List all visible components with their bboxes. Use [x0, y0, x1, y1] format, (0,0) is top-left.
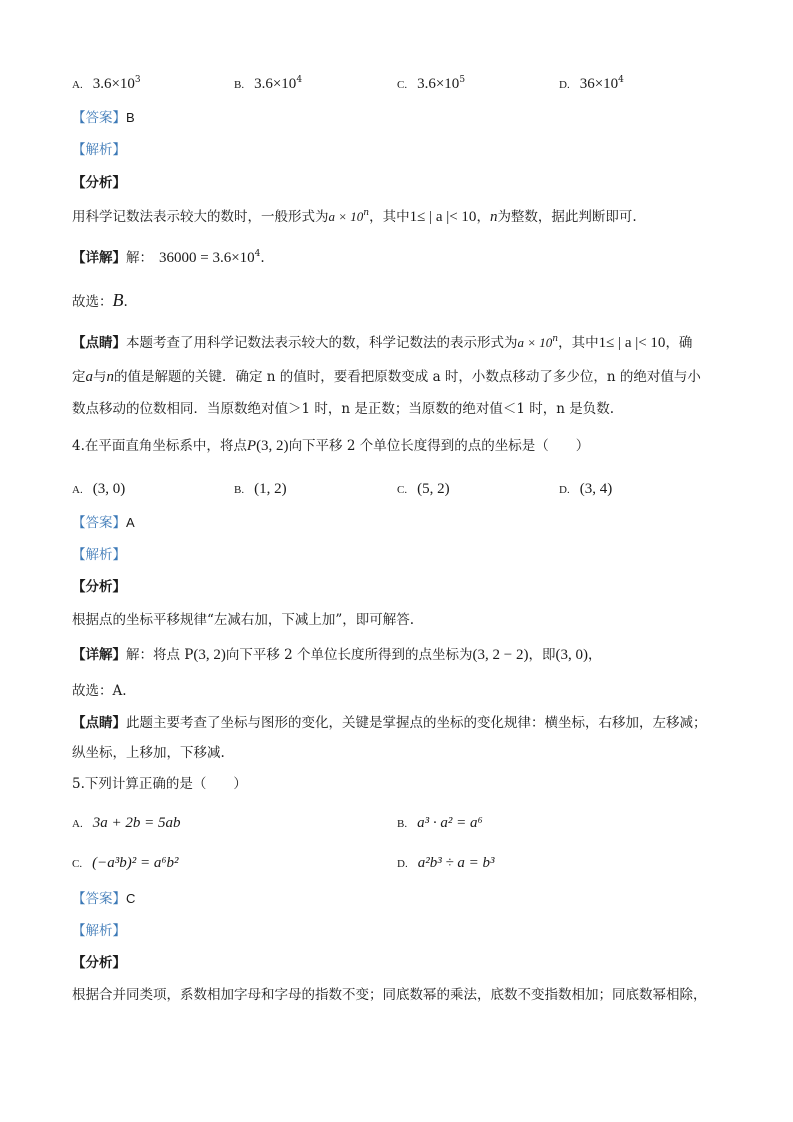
q3-option-a[interactable] [72, 75, 141, 94]
q3-comment-line-3: 数点移动的位数相同．当原数绝对值＞1 时，n 是正数；当原数的绝对值＜1 时，n 是负数. [72, 401, 615, 417]
q5-option-a[interactable] [72, 814, 180, 833]
text-run: 本题考查了用科学记数法表示较大的数，科学记数法的表示形式为 [126, 335, 518, 351]
q4-comment-line-2: 纵坐标，上移加，下移减. [72, 745, 225, 761]
q3-option-c[interactable] [397, 75, 465, 94]
q4-option-c[interactable] [397, 480, 450, 499]
option-letter: A. [72, 484, 83, 496]
math-expression: a × 10 [517, 335, 553, 350]
option-letter: B. [234, 484, 245, 496]
option-text: 3.6×10 [92, 76, 135, 92]
text-run: 的值是解题的关键．确定 n 的值时，要看把原数变成 a 时，小数点移动了多少位，n 的绝对值与小 [114, 369, 701, 385]
math-expression: 1≤ | a |< 10 [409, 209, 477, 225]
q3-detail [72, 249, 265, 267]
text-run: . [260, 250, 265, 266]
option-letter: D. [397, 858, 408, 870]
q4-detail [72, 646, 602, 664]
option-exponent: 4 [618, 75, 624, 85]
text-run: ， [476, 209, 490, 225]
q4-answer [72, 514, 135, 532]
option-letter: B. [397, 818, 408, 830]
text-run: 向下平移 2 个单位长度所得到的点坐标为 [225, 647, 473, 663]
q3-comment-line-2 [72, 368, 701, 386]
answer-tag: 【答案】 [72, 891, 126, 907]
q3-choose [72, 291, 128, 311]
math-variable: P [246, 438, 257, 454]
text-run: 与 [93, 369, 107, 385]
text-run: 故选： [72, 294, 113, 310]
answer-value: C [126, 891, 136, 906]
q3-analysis-tag: 【解析】 [72, 142, 126, 158]
option-letter: D. [559, 79, 570, 91]
math-expression: (3, 0) [555, 647, 588, 663]
q5-option-d[interactable] [397, 854, 495, 873]
math-exponent: 4 [254, 249, 261, 259]
text-run: 此题主要考查了坐标与图形的变化，关键是掌握点的坐标的变化规律：横坐标，右移加，左移减； [126, 715, 707, 731]
text-run: 用科学记数法表示较大的数时，一般形式为 [72, 209, 329, 225]
q4-choose: 故选：A. [72, 683, 127, 699]
option-letter: C. [397, 79, 408, 91]
option-exponent: 5 [459, 75, 466, 85]
math-expression: 1≤ | a |< 10 [598, 335, 666, 351]
q3-comment-line-1 [72, 334, 692, 352]
math-exponent: n [552, 334, 559, 344]
answer-value: A [126, 515, 135, 530]
comment-tag: 【点睛】 [72, 335, 126, 351]
option-text: a²b³ ÷ a = b³ [417, 855, 495, 871]
option-exponent: 3 [134, 75, 141, 85]
text-run: ， [588, 647, 602, 663]
q5-analysis-tag: 【解析】 [72, 923, 126, 939]
option-letter: D. [559, 484, 570, 496]
text-run: 4.在平面直角坐标系中，将点 [72, 438, 247, 454]
text-run: ，确 [665, 335, 693, 351]
option-text: (5, 2) [417, 481, 450, 497]
q3-fenxi-tag: 【分析】 [72, 175, 126, 191]
text-run: 为整数，据此判断即可. [497, 209, 637, 225]
q5-option-c[interactable] [72, 854, 179, 873]
option-text: 3.6×10 [254, 76, 297, 92]
q4-option-a[interactable] [72, 480, 125, 499]
q4-analysis-tag: 【解析】 [72, 547, 126, 563]
math-expression: (3, 2) [256, 438, 289, 454]
option-text: (1, 2) [254, 481, 287, 497]
math-variable: a [85, 369, 93, 385]
q4-comment-line-1 [72, 714, 707, 732]
option-letter: B. [234, 79, 245, 91]
q5-fenxi-tag: 【分析】 [72, 955, 126, 971]
text-run: 解： [126, 250, 153, 266]
option-text: 3a + 2b = 5ab [92, 815, 181, 831]
text-run: ，其中 [369, 209, 410, 225]
option-letter: C. [72, 858, 83, 870]
math-variable: n [489, 209, 498, 225]
text-run: 解：将点 P [126, 647, 194, 663]
q5-option-b[interactable] [397, 814, 483, 833]
q5-stem: 5.下列计算正确的是（ ） [72, 776, 247, 792]
detail-tag: 【详解】 [72, 250, 126, 266]
q3-option-d[interactable] [559, 75, 624, 94]
q4-fenxi-tag: 【分析】 [72, 579, 126, 595]
option-letter: A. [72, 818, 83, 830]
text-run: 向下平移 2 个单位长度得到的点的坐标是（ ） [288, 438, 590, 454]
text-run: 定 [72, 369, 86, 385]
comment-tag: 【点睛】 [72, 715, 126, 731]
text-run: ，其中 [558, 335, 599, 351]
math-expression: a × 10 [328, 209, 364, 224]
math-variable: B [112, 290, 124, 310]
q3-option-b[interactable] [234, 75, 302, 94]
option-letter: C. [397, 484, 408, 496]
option-letter: A. [72, 79, 83, 91]
option-text: 36×10 [579, 76, 619, 92]
option-text: a³ · a² = a⁶ [417, 815, 483, 831]
q4-stem [72, 437, 589, 455]
text-run: . [123, 294, 128, 310]
detail-tag: 【详解】 [72, 647, 126, 663]
q3-answer [72, 109, 135, 127]
math-variable: n [106, 369, 114, 385]
option-exponent: 4 [296, 75, 303, 85]
option-text: (−a³b)² = a⁶b² [92, 855, 179, 871]
math-expression: 36000 = 3.6×10 [159, 250, 255, 266]
math-expression: (3, 2) [193, 647, 226, 663]
option-text: 3.6×10 [417, 76, 460, 92]
q5-answer [72, 890, 135, 908]
option-text: (3, 4) [579, 481, 613, 497]
q3-fenxi-text [72, 208, 637, 226]
q4-fenxi-text: 根据点的坐标平移规律“左减右加，下减上加”，即可解答. [72, 612, 415, 628]
math-exponent: n [363, 208, 370, 218]
text-run: ，即 [528, 647, 556, 663]
option-text: (3, 0) [92, 481, 126, 497]
answer-tag: 【答案】 [72, 515, 126, 531]
answer-tag: 【答案】 [72, 110, 126, 126]
math-expression: (3, 2 − 2) [472, 647, 529, 663]
answer-value: B [126, 110, 135, 125]
q4-option-d[interactable] [559, 480, 612, 499]
q5-fenxi-text: 根据合并同类项，系数相加字母和字母的指数不变；同底数幂的乘法，底数不变指数相加；同底数幂相除， [72, 987, 707, 1003]
q4-option-b[interactable] [234, 480, 287, 499]
